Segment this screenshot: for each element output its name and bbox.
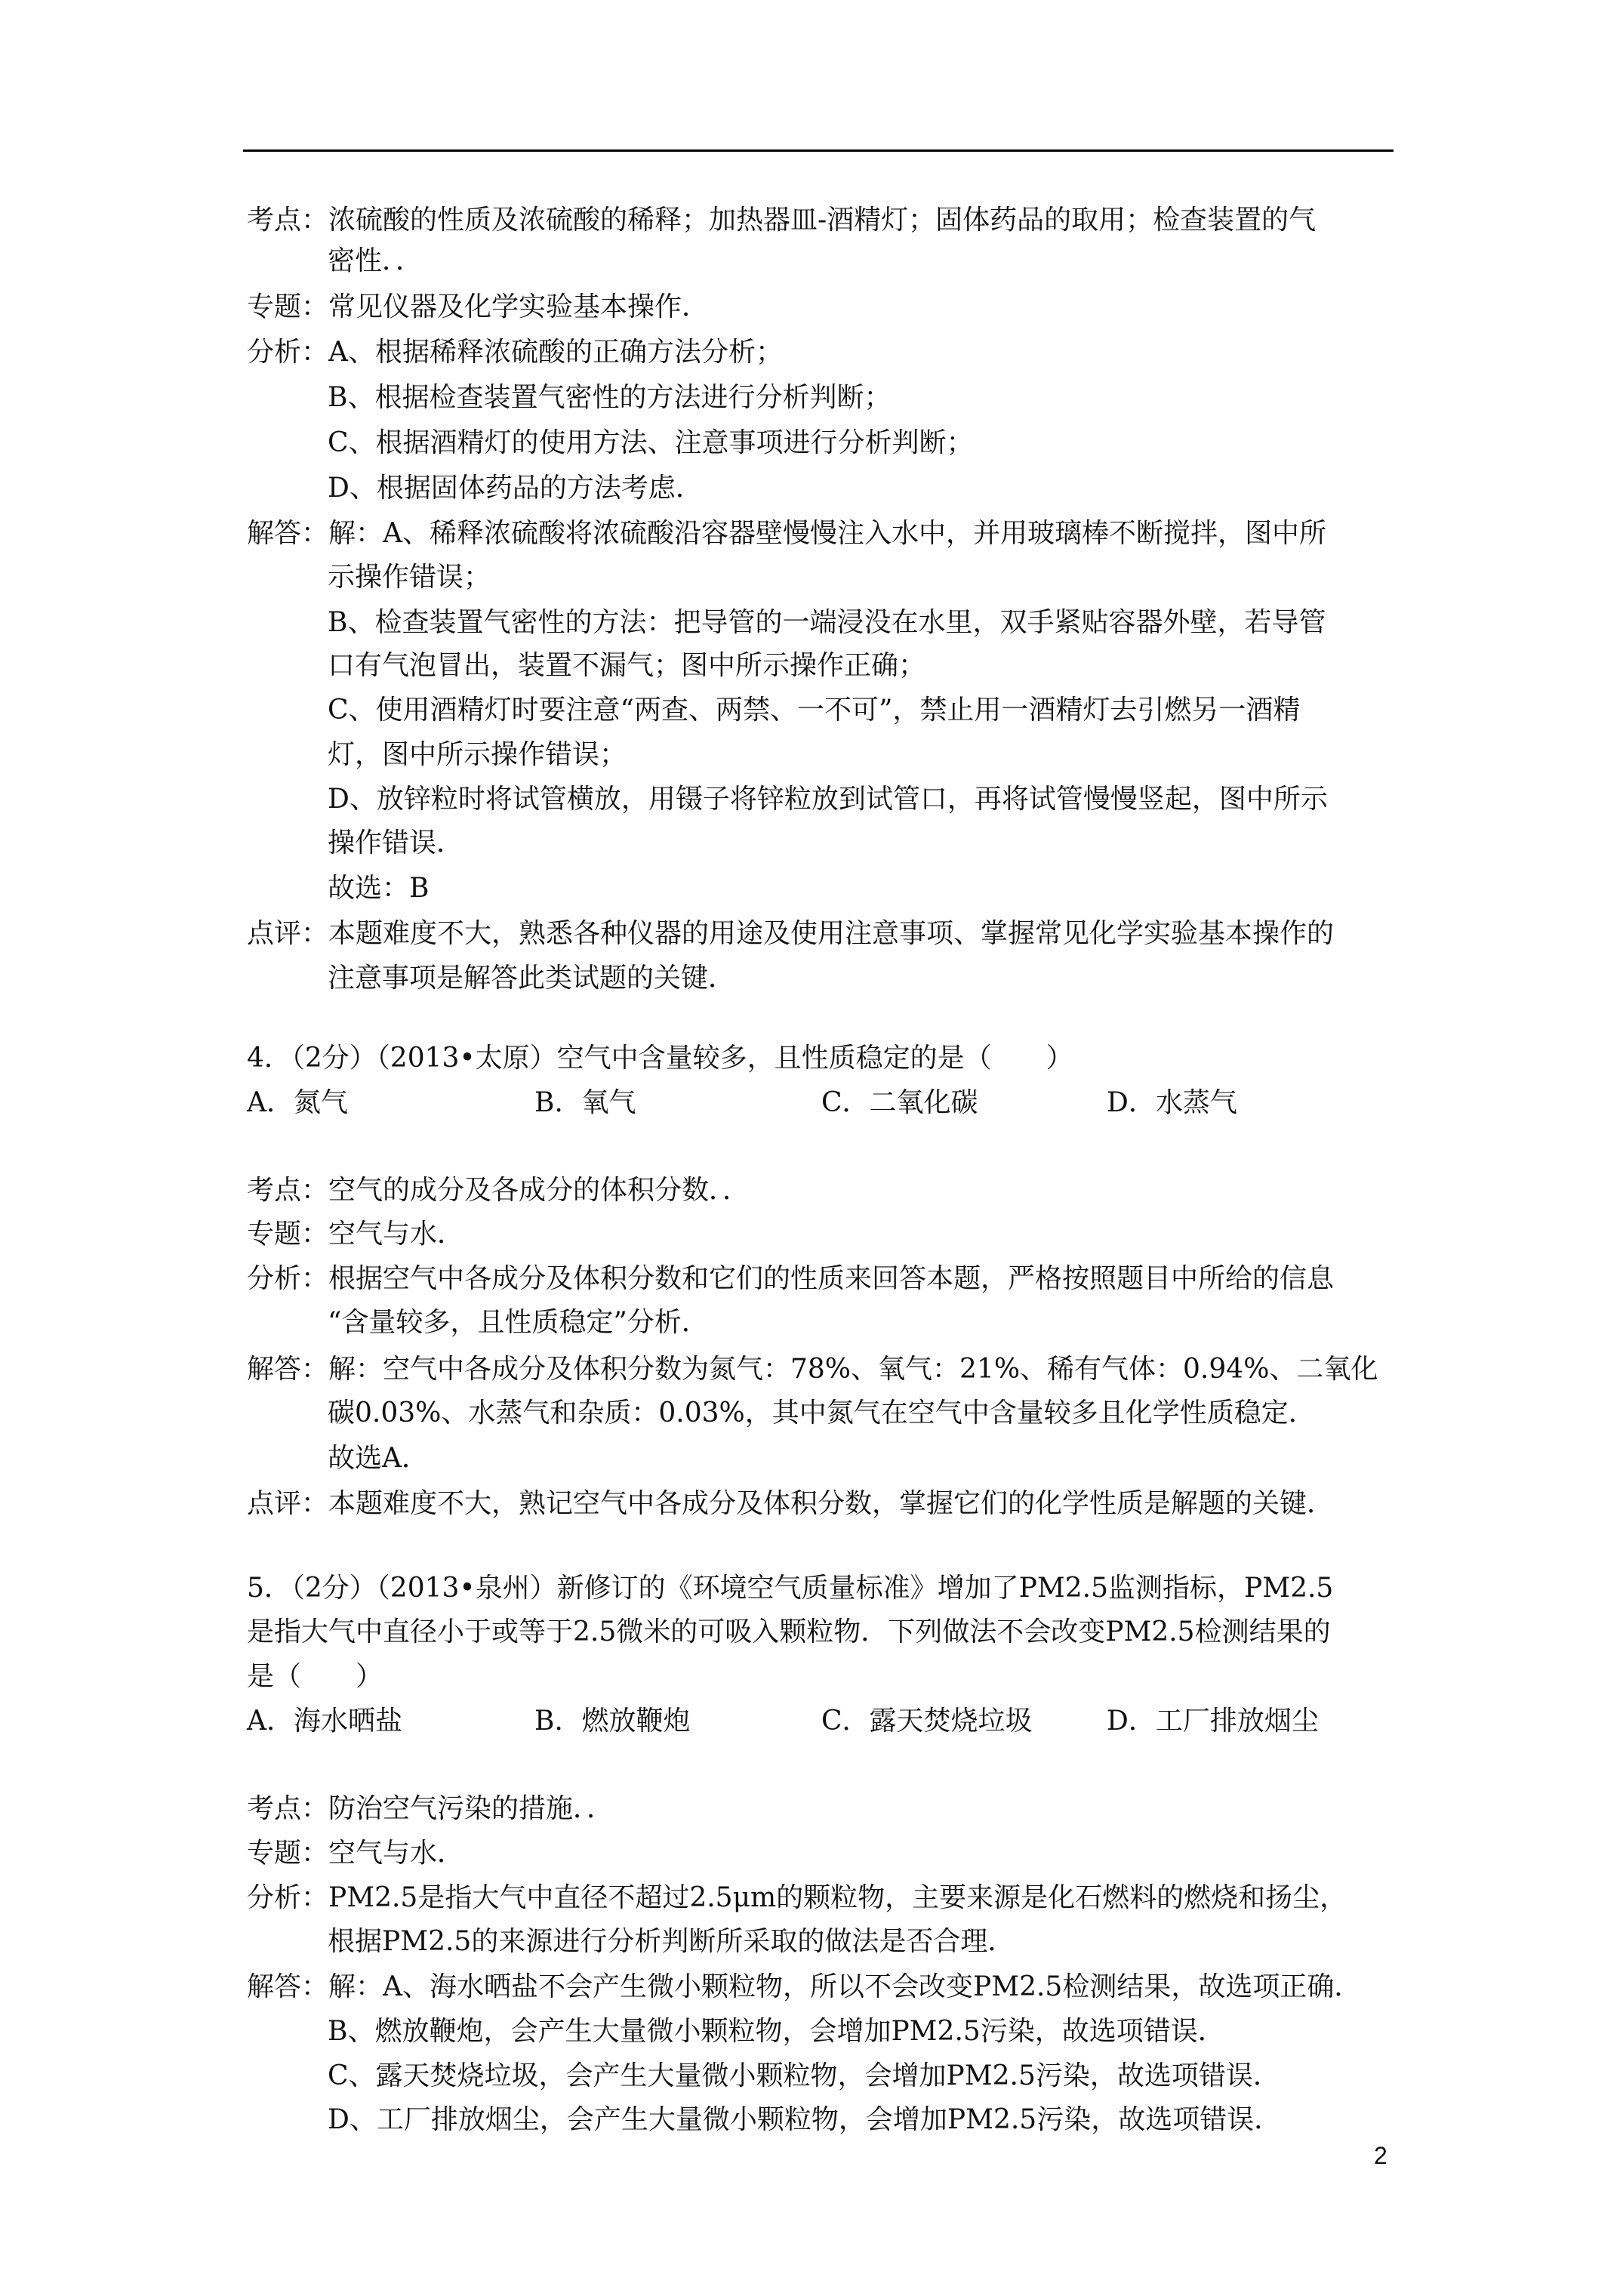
kaodian-line: 考点：浓硫酸的性质及浓硫酸的稀释；加热器皿-酒精灯；固体药品的取用；检查装置的气 bbox=[247, 205, 1317, 236]
jieda-line: 灯，图中所示操作错误； bbox=[328, 739, 627, 770]
jieda-line: 故选A． bbox=[328, 1443, 429, 1474]
jieda-line: D、放锌粒时将试管横放，用镊子将锌粒放到试管口，再将试管慢慢竖起，图中所示 bbox=[328, 784, 1328, 815]
jieda-line: 解答：解：A、海水晒盐不会产生微小颗粒物，所以不会改变PM2.5检测结果，故选项正确． bbox=[247, 1971, 1362, 2002]
jieda-line: 示操作错误； bbox=[328, 562, 491, 593]
dianping-line: 点评：本题难度不大，熟悉各种仪器的用途及使用注意事项、掌握常见化学实验基本操作的 bbox=[247, 918, 1335, 949]
jieda-line: C、使用酒精灯时要注意“两查、两禁、一不可”，禁止用一酒精灯去引燃另一酒精 bbox=[328, 695, 1301, 726]
question-stem: 5．（2分）（2013•泉州）新修订的《环境空气质量标准》增加了PM2.5监测指标，PM2.5 bbox=[247, 1573, 1334, 1604]
kaodian-line: 密性．． bbox=[328, 245, 423, 276]
dianping-line: 点评：本题难度不大，熟记空气中各成分及体积分数，掌握它们的化学性质是解题的关键． bbox=[247, 1488, 1335, 1519]
question-stem: 是指大气中直径小于或等于2.5微米的可吸入颗粒物．下列做法不会改变PM2.5检测结果的 bbox=[247, 1616, 1331, 1647]
option-c: C．二氧化碳 bbox=[821, 1087, 978, 1118]
jieda-line: B、燃放鞭炮，会产生大量微小颗粒物，会增加PM2.5污染，故选项错误． bbox=[328, 2016, 1225, 2047]
jieda-line: B、检查装置气密性的方法：把导管的一端浸没在水里，双手紧贴容器外壁，若导管 bbox=[328, 607, 1326, 638]
question-stem: 4．（2分）（2013•太原）空气中含量较多，且性质稳定的是（ ） bbox=[247, 1043, 1073, 1074]
option-a: A．海水晒盐 bbox=[247, 1706, 402, 1737]
option-d: D．水蒸气 bbox=[1107, 1087, 1237, 1118]
zhuanti-line: 专题：常见仪器及化学实验基本操作． bbox=[247, 291, 710, 322]
fenxi-line: B、根据检查装置气密性的方法进行分析判断； bbox=[328, 382, 892, 413]
fenxi-line: 分析：A、根据稀释浓硫酸的正确方法分析； bbox=[247, 337, 783, 368]
option-b: B．燃放鞭炮 bbox=[534, 1706, 691, 1737]
zhuanti-line: 专题：空气与水． bbox=[247, 1838, 465, 1869]
option-d: D．工厂排放烟尘 bbox=[1107, 1706, 1319, 1737]
jieda-line: 口有气泡冒出，装置不漏气；图中所示操作正确； bbox=[328, 650, 926, 681]
fenxi-line: 根据PM2.5的来源进行分析判断所采取的做法是否合理． bbox=[328, 1926, 1015, 1957]
jieda-line: 故选：B bbox=[328, 873, 430, 904]
fenxi-line: D、根据固体药品的方法考虑． bbox=[328, 473, 703, 504]
jieda-line: 解答：解：A、稀释浓硫酸将浓硫酸沿容器壁慢慢注入水中，并用玻璃棒不断搅拌，图中所 bbox=[247, 518, 1326, 549]
jieda-line: 碳0.03%、水蒸气和杂质：0.03%，其中氮气在空气中含量较多且化学性质稳定． bbox=[328, 1398, 1316, 1428]
zhuanti-line: 专题：空气与水． bbox=[247, 1219, 465, 1250]
kaodian-line: 考点：防治空气污染的措施．． bbox=[247, 1793, 614, 1824]
option-c: C．露天焚烧垃圾 bbox=[821, 1706, 1033, 1737]
jieda-line: 解答：解：空气中各成分及体积分数为氮气：78%、氧气：21%、稀有气体：0.94%、二氧化 bbox=[247, 1354, 1378, 1385]
fenxi-line: “含量较多，且性质稳定”分析． bbox=[328, 1307, 709, 1338]
fenxi-line: 分析：根据空气中各成分及体积分数和它们的性质来回答本题，严格按照题目中所给的信息 bbox=[247, 1263, 1335, 1294]
question-stem: 是（ ） bbox=[247, 1661, 383, 1692]
page-number: 2 bbox=[1374, 2142, 1387, 2169]
jieda-line: 操作错误． bbox=[328, 827, 464, 858]
option-a: A．氮气 bbox=[247, 1087, 348, 1118]
option-b: B．氧气 bbox=[534, 1087, 636, 1118]
header-rule bbox=[243, 149, 1394, 152]
fenxi-line: C、根据酒精灯的使用方法、注意事项进行分析判断； bbox=[328, 427, 974, 458]
fenxi-line: 分析：PM2.5是指大气中直径不超过2.5μm的颗粒物，主要来源是化石燃料的燃烧和扬尘， bbox=[247, 1882, 1347, 1913]
kaodian-line: 考点：空气的成分及各成分的体积分数．． bbox=[247, 1175, 750, 1206]
jieda-line: D、工厂排放烟尘，会产生大量微小颗粒物，会增加PM2.5污染，故选项错误． bbox=[328, 2104, 1282, 2135]
dianping-line: 注意事项是解答此类试题的关键． bbox=[328, 963, 736, 994]
jieda-line: C、露天焚烧垃圾，会产生大量微小颗粒物，会增加PM2.5污染，故选项错误． bbox=[328, 2060, 1280, 2091]
